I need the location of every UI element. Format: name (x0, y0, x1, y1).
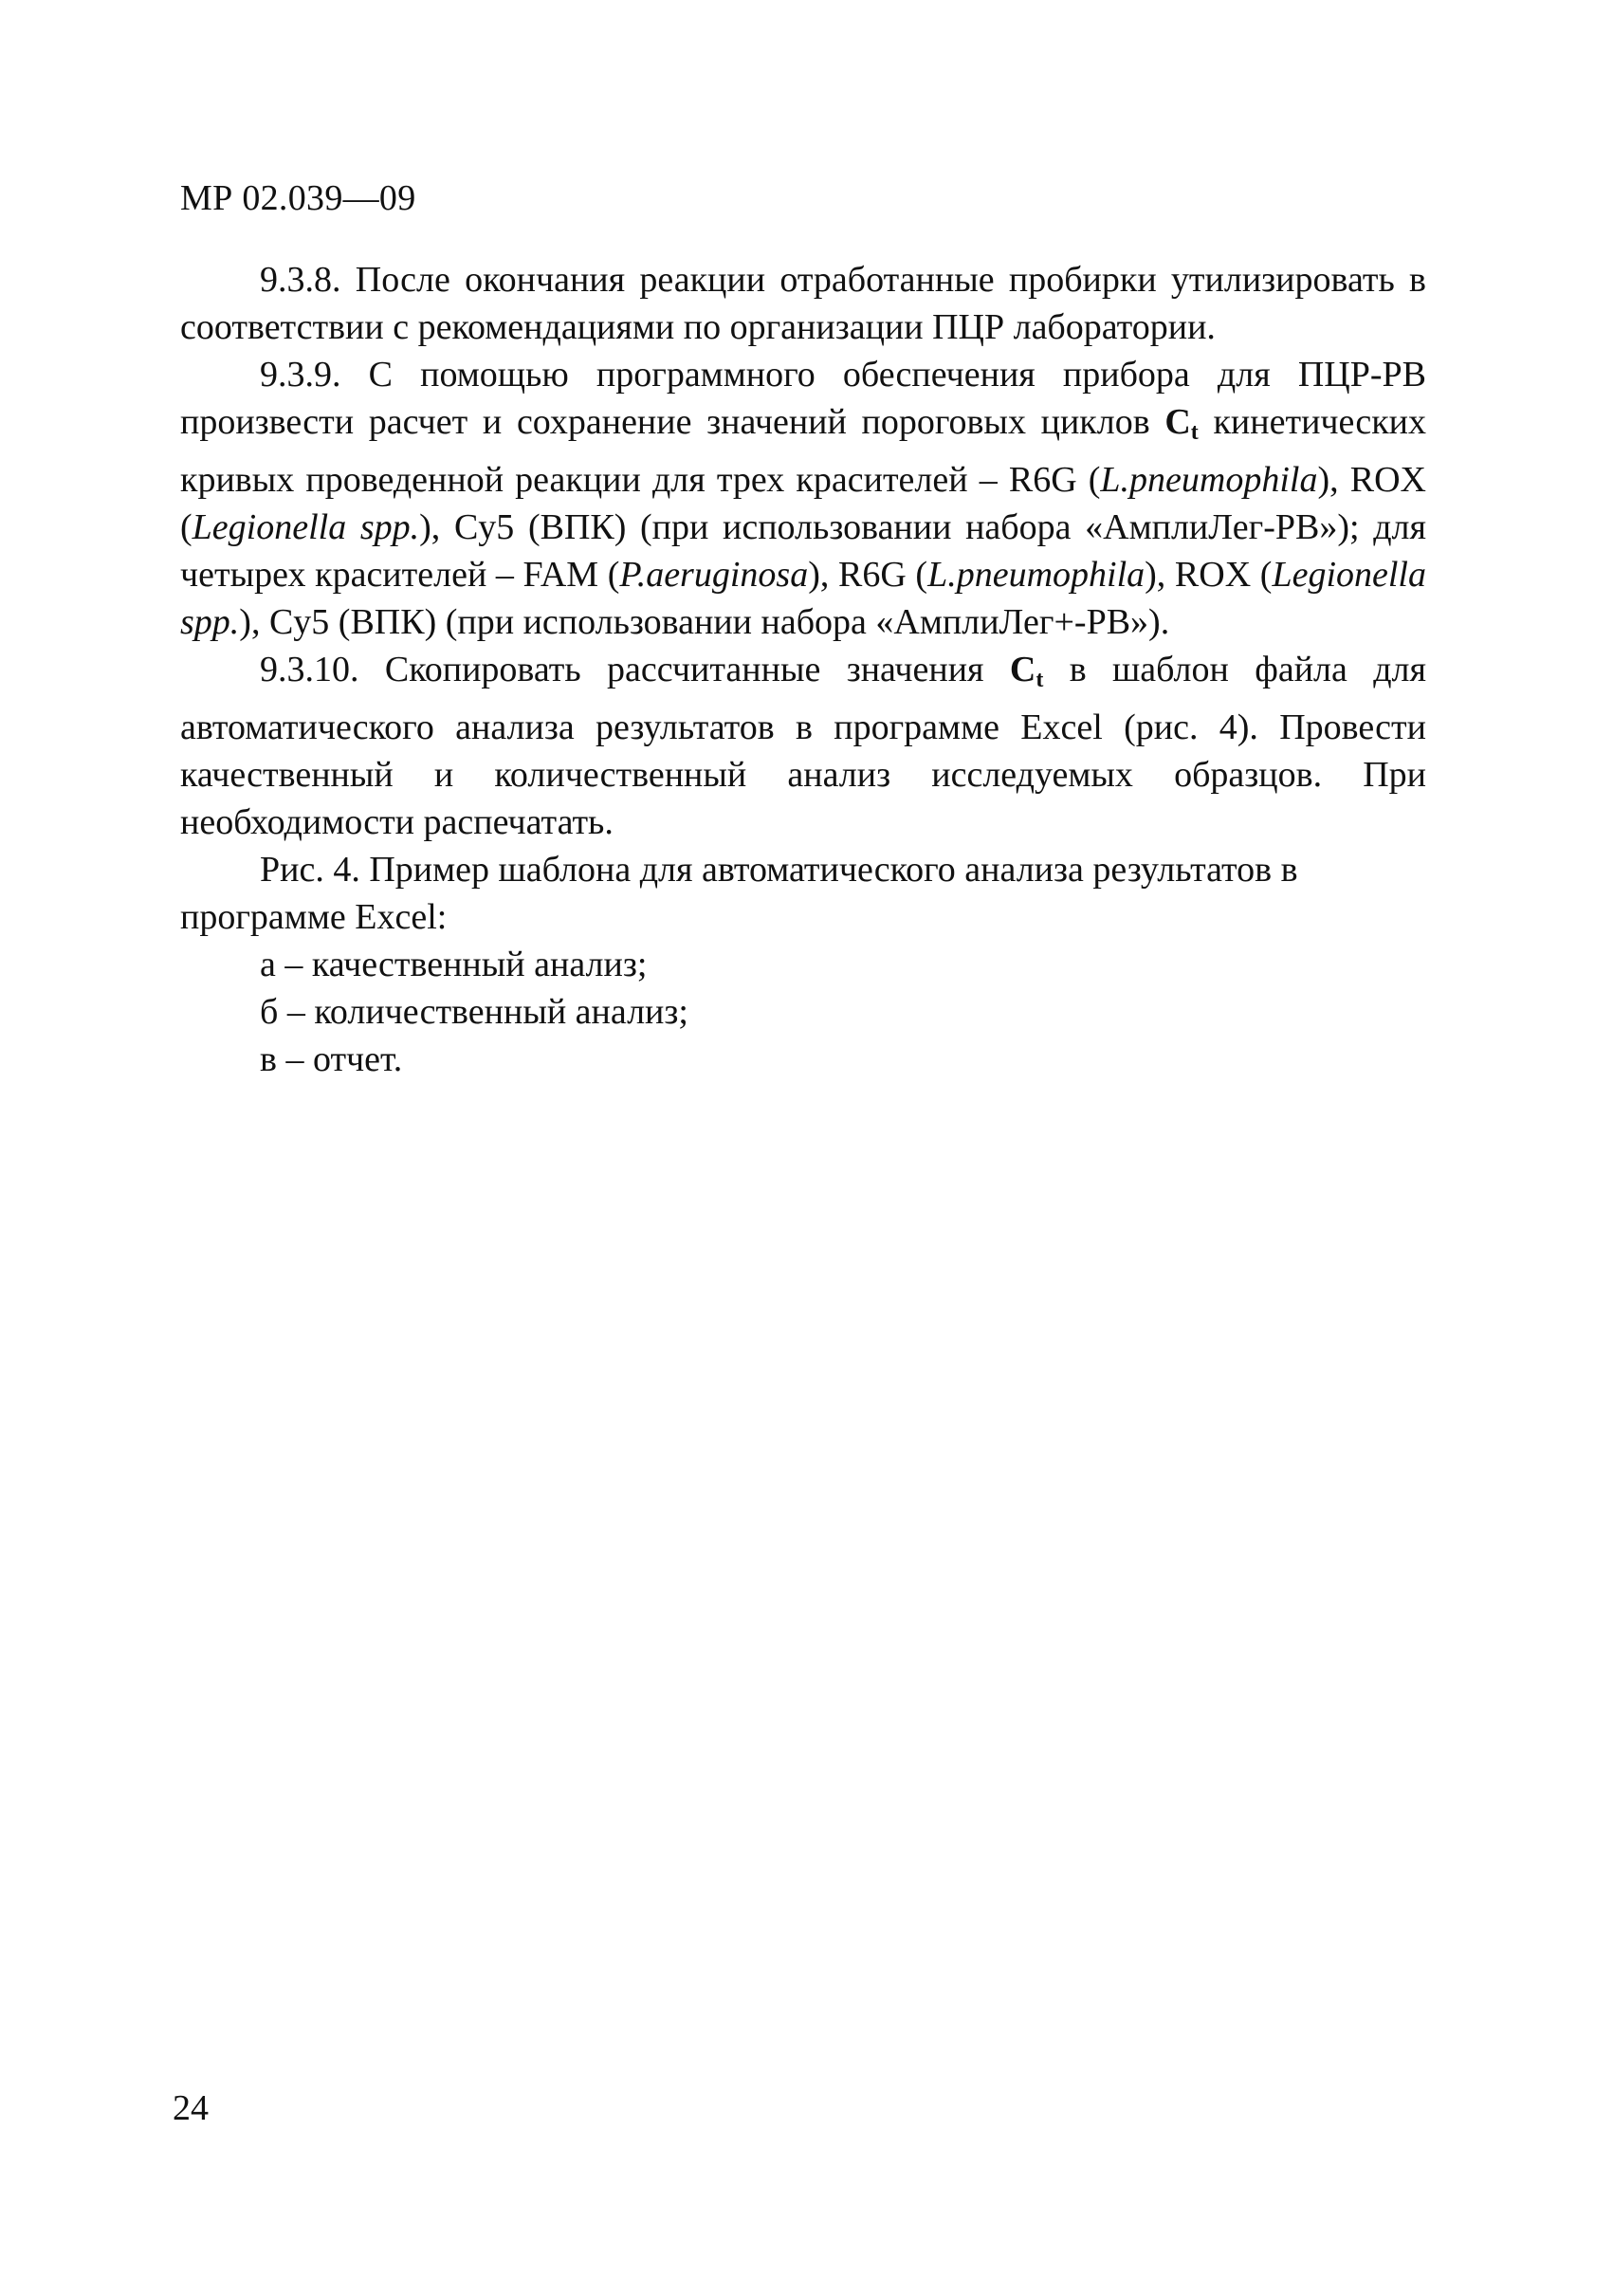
paragraph-text: ), Cy5 (ВПК) (при использовании набора «АмплиЛег-РВ»); для четырех красителей – FAM ( (180, 507, 1426, 595)
species-name: L.pneumophila (927, 555, 1146, 595)
figure-caption-item-b: б – количественный анализ; (260, 992, 688, 1032)
figure-caption-item-a: а – качественный анализ; (260, 945, 648, 984)
species-name: P.aeruginosa (619, 555, 809, 595)
paragraph-9-3-10 (180, 646, 1426, 846)
paragraph-text: кинетических кривых проведенной реакции для трех красителей – R6G ( (180, 402, 1427, 500)
paragraph-text: в шаблон файла для автоматического анализа результатов в программе Excel (рис. 4). Провести качественный и количественный анализ исследуемых образцов. При необходимости распечатать. (180, 650, 1426, 842)
species-name: Legionella spp. (192, 507, 420, 547)
document-code-header: МР 02.039—09 (180, 178, 416, 218)
paragraph-9-3-8: 9.3.8. После окончания реакции отработанные пробирки утилизировать в соответствии с рекомендациями по организации ПЦР лаборатории. (180, 260, 1426, 347)
species-name: Legionella spp. (180, 555, 1426, 642)
ct-symbol: C (1164, 402, 1191, 442)
paragraph-text: 9.3.10. Скопировать рассчитанные значения (260, 650, 1010, 689)
figure-caption-item-c: в – отчет. (260, 1039, 403, 1079)
ct-subscript: t (1190, 420, 1199, 445)
paragraph-text: ), R6G ( (808, 555, 928, 595)
species-name: L.pneumophila (1100, 460, 1318, 500)
paragraph-9-3-9 (180, 351, 1426, 646)
paragraph-text: ), ROX ( (180, 460, 1426, 547)
ct-symbol: C (1009, 650, 1036, 689)
document-body (180, 256, 1426, 1083)
paragraph-text: 9.3.9. С помощью программного обеспечения прибора для ПЦР-РВ произвести расчет и сохранение значений пороговых циклов (180, 355, 1426, 442)
paragraph-text: ), Cy5 (ВПК) (при использовании набора «АмплиЛег+-РВ»). (239, 602, 1170, 642)
ct-subscript: t (1036, 668, 1044, 692)
page-number: 24 (173, 2088, 209, 2128)
figure-caption-title: Рис. 4. Пример шаблона для автоматического анализа результатов в программе Excel: (180, 850, 1298, 937)
paragraph-text: ), ROX ( (1145, 555, 1273, 595)
